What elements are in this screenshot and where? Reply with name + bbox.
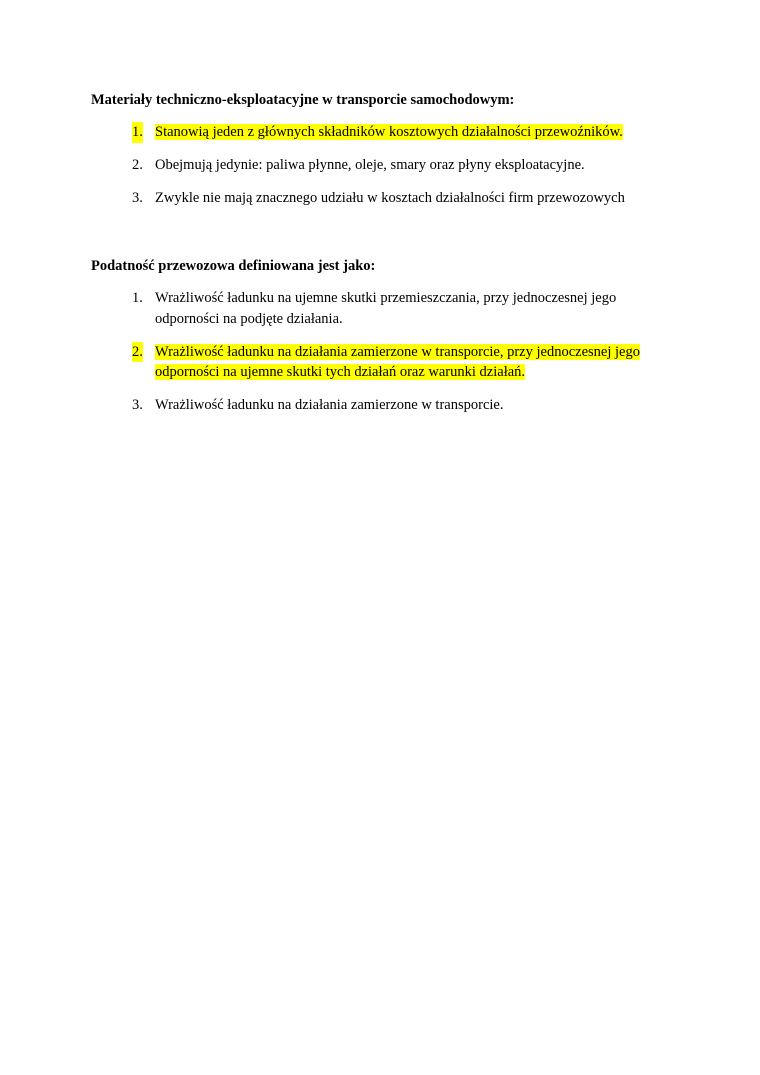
question-2-answers: [91, 288, 681, 416]
question-1: [91, 90, 681, 209]
answer-number: 1.: [132, 122, 143, 143]
question-2-title: Podatność przewozowa definiowana jest jako:: [91, 258, 376, 274]
question-2: [91, 256, 681, 416]
answer-text: Zwykle nie mają znacznego udziału w kosztach działalności firm przewozowych: [155, 190, 625, 206]
answer-number: 2.: [132, 157, 143, 173]
answer-2-2: [91, 342, 681, 383]
answer-1-1: [91, 122, 681, 143]
answer-text: Obejmują jedynie: paliwa płynne, oleje, smary oraz płyny eksploatacyjne.: [155, 157, 585, 173]
answer-number: 2.: [132, 342, 143, 363]
answer-2-3: [91, 395, 681, 416]
answer-2-1: [91, 288, 681, 329]
question-1-title: Materiały techniczno-eksploatacyjne w transporcie samochodowym:: [91, 92, 515, 108]
answer-1-3: [91, 188, 681, 209]
answer-text: Wrażliwość ładunku na ujemne skutki przemieszczania, przy jednoczesnej jego odporności na podjęte działania.: [155, 290, 617, 327]
answer-1-2: [91, 155, 681, 176]
answer-number: 3.: [132, 190, 143, 206]
answer-text: Wrażliwość ładunku na działania zamierzone w transporcie, przy jednoczesnej jego odporności na ujemne skutki tych działań oraz warunki działań.: [155, 343, 640, 380]
answer-number: 1.: [132, 290, 143, 306]
answer-text: Stanowią jeden z głównych składników kosztowych działalności przewoźników.: [155, 124, 623, 140]
answer-number: 3.: [132, 397, 143, 413]
answer-text: Wrażliwość ładunku na działania zamierzone w transporcie.: [155, 397, 504, 413]
question-1-answers: [91, 122, 681, 209]
